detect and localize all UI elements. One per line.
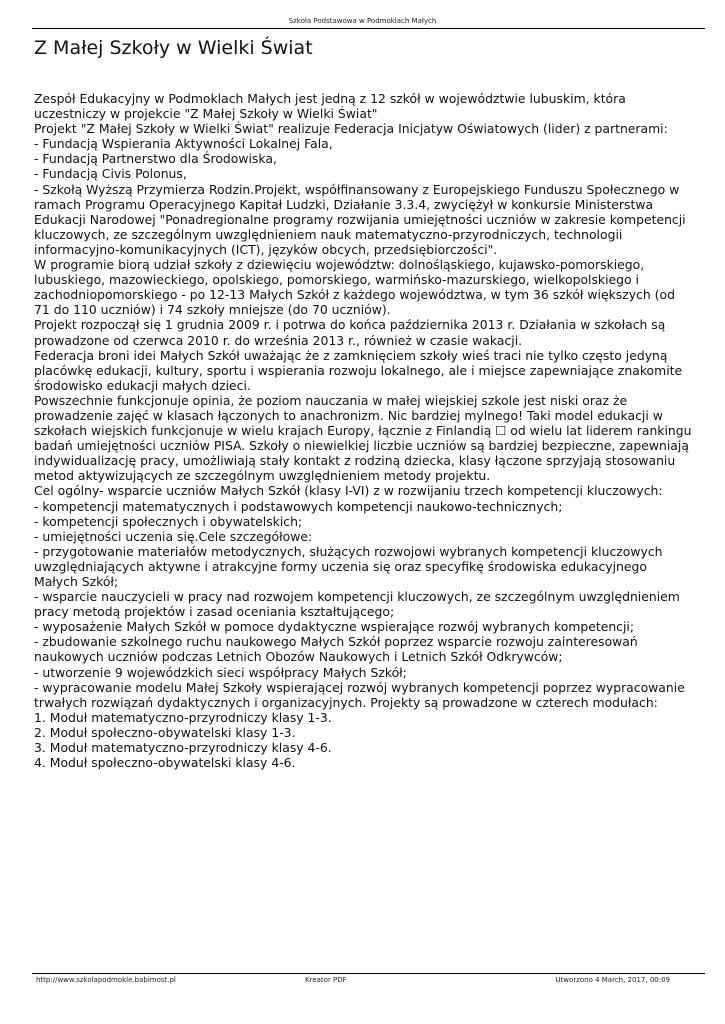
paragraph-goal: Cel ogólny- wsparcie uczniów Małych Szkół (klasy I-VI) z w rozwijaniu trzech kompetencji kluczowych:	[34, 483, 663, 499]
list-item-partner: - Fundacją Wspierania Aktywności Lokalnej Fala,	[34, 136, 333, 152]
site-header: Szkoła Podstawowa w Podmoklach Małych	[288, 17, 437, 25]
list-item-partner: - Fundacją Partnerstwo dla Środowiska,	[34, 151, 277, 167]
footer-url: http://www.szkolapodmokle.babimost.pl	[36, 976, 176, 984]
list-item-objective: - wypracowanie modelu Małej Szkoły wspierającej rozwój wybranych kompetencji poprzez wypracowanie trwałych rozwiązań dydaktycznych i organizacyjnych. Projekty są prowadzone w czterech modułach:	[34, 679, 685, 710]
footer-created-date: Utworzono 4 March, 2017, 00:09	[555, 976, 670, 984]
list-item-partner: - Szkołą Wyższą Przymierza Rodzin.Projekt, współfinansowany z Europejskiego Funduszu Społecznego w ramach Programu Operacyjnego Kapitał Ludzki, Działanie 3.3.4, zwyciężył w konkursie Ministerstwa Edukacji Narodowej "Ponadregionalne programy rozwijania umiejętności uczniów w zakresie kompetencji kluczowych, ze szczególnym uwzględnieniem nauk matematyczno-przyrodniczych, technologii informacyjno-komunikacyjnych (ICT), języków obcych, przedsiębiorczości".	[34, 181, 686, 257]
paragraph-intro: Zespół Edukacyjny w Podmoklach Małych jest jedną z 12 szkół w województwie lubuskim, która uczestniczy w projekcie "Z Małej Szkoły w Wielki Świat"	[34, 91, 626, 122]
list-item-competence: - kompetencji matematycznych i podstawowych kompetencji naukowo-technicznych;	[34, 498, 563, 514]
footer-creator: Kreator PDF	[305, 976, 347, 984]
list-item-objective: - wyposażenie Małych Szkół w pomoce dydaktyczne wspierające rozwój wybranych kompetencji;	[34, 619, 635, 635]
list-item-objective: - wsparcie nauczycieli w pracy nad rozwojem kompetencji kluczowych, ze szczególnym uwzględnieniem pracy metodą projektów i zasad oceniania kształtującego;	[34, 589, 680, 620]
list-item-module: 1. Moduł matematyczno-przyrodniczy klasy 1-3.	[34, 709, 332, 725]
list-item-objective: - zbudowanie szkolnego ruchu naukowego Małych Szkół poprzez wsparcie rozwoju zainteresowań naukowych uczniów podczas Letnich Obozów Naukowych i Letnich Szkół Odkrywców;	[34, 634, 638, 665]
list-item-module: 2. Moduł społeczno-obywatelski klasy 1-3.	[34, 724, 296, 740]
list-item-competence: - kompetencji społecznych i obywatelskich;	[34, 513, 303, 529]
list-item-module: 4. Moduł społeczno-obywatelski klasy 4-6.	[34, 755, 296, 771]
footer-divider	[32, 973, 705, 974]
paragraph-partners: Projekt "Z Małej Szkoły w Wielki Świat" realizuje Federacja Inicjatyw Oświatowych (lider) z partnerami:	[34, 121, 668, 137]
list-item-partner: - Fundacją Civis Polonus,	[34, 166, 187, 182]
paragraph-opinion: Powszechnie funkcjonuje opinia, że poziom nauczania w małej wiejskiej szkole jest niski oraz że prowadzenie zajęć w klasach łączonych to anachronizm. Nic bardziej mylnego! Taki model edukacji w szkołach wiejskich funkcjonuje w wielu krajach Europy, łącznie z Finlandią ☐ od wielu lat liderem rankingu badań umiejętności uczniów PISA. Szkoły o niewielkiej liczbie uczniów są bardziej bezpieczne, zapewniają indywidualizację pracy, umożliwiają stały kontakt z rodziną dziecka, klasy łączone sprzyjają stosowaniu metod aktywizujących ze szczególnym uwzględnieniem metody projektu.	[34, 392, 692, 484]
paragraph-regions: W programie biorą udział szkoły z dziewięciu województw: dolnośląskiego, kujawsko-pomorskiego, lubuskiego, mazowieckiego, opolskiego, pomorskiego, warmińsko-mazurskiego, wielkopolskiego i zachodniopomorskiego - po 12-13 Małych Szkół z każdego województwa, w tym 36 szkół większych (od 71 do 110 uczniów) i 74 szkoły mniejsze (do 70 uczniów).	[34, 257, 675, 318]
page-title: Z Małej Szkoły w Wielki Świat	[34, 37, 313, 59]
header-divider	[32, 28, 705, 29]
paragraph-timeline: Projekt rozpoczął się 1 grudnia 2009 r. i potrwa do końca października 2013 r. Działania w szkołach są prowadzone od czerwca 2010 r. do września 2013 r., również w czasie wakacji.	[34, 317, 666, 348]
list-item-competence: - umiejętności uczenia się.Cele szczegółowe:	[34, 528, 313, 544]
article-body	[34, 91, 694, 770]
list-item-objective: - przygotowanie materiałów metodycznych, służących rozwojowi wybranych kompetencji kluczowych uwzględniających aktywne i atrakcyjne formy uczenia się oraz specyfikę środowiska edukacyjnego Małych Szkół;	[34, 543, 663, 589]
list-item-objective: - utworzenie 9 wojewódzkich sieci współpracy Małych Szkół;	[34, 664, 407, 680]
paragraph-federation: Federacja broni idei Małych Szkół uważając że z zamknięciem szkoły wieś traci nie tylko często jedyną placówkę edukacji, kultury, sportu i wspierania rozwoju lokalnego, ale i miejsce zapewniające znakomite środowisko edukacji małych dzieci.	[34, 347, 683, 393]
list-item-module: 3. Moduł matematyczno-przyrodniczy klasy 4-6.	[34, 740, 332, 756]
